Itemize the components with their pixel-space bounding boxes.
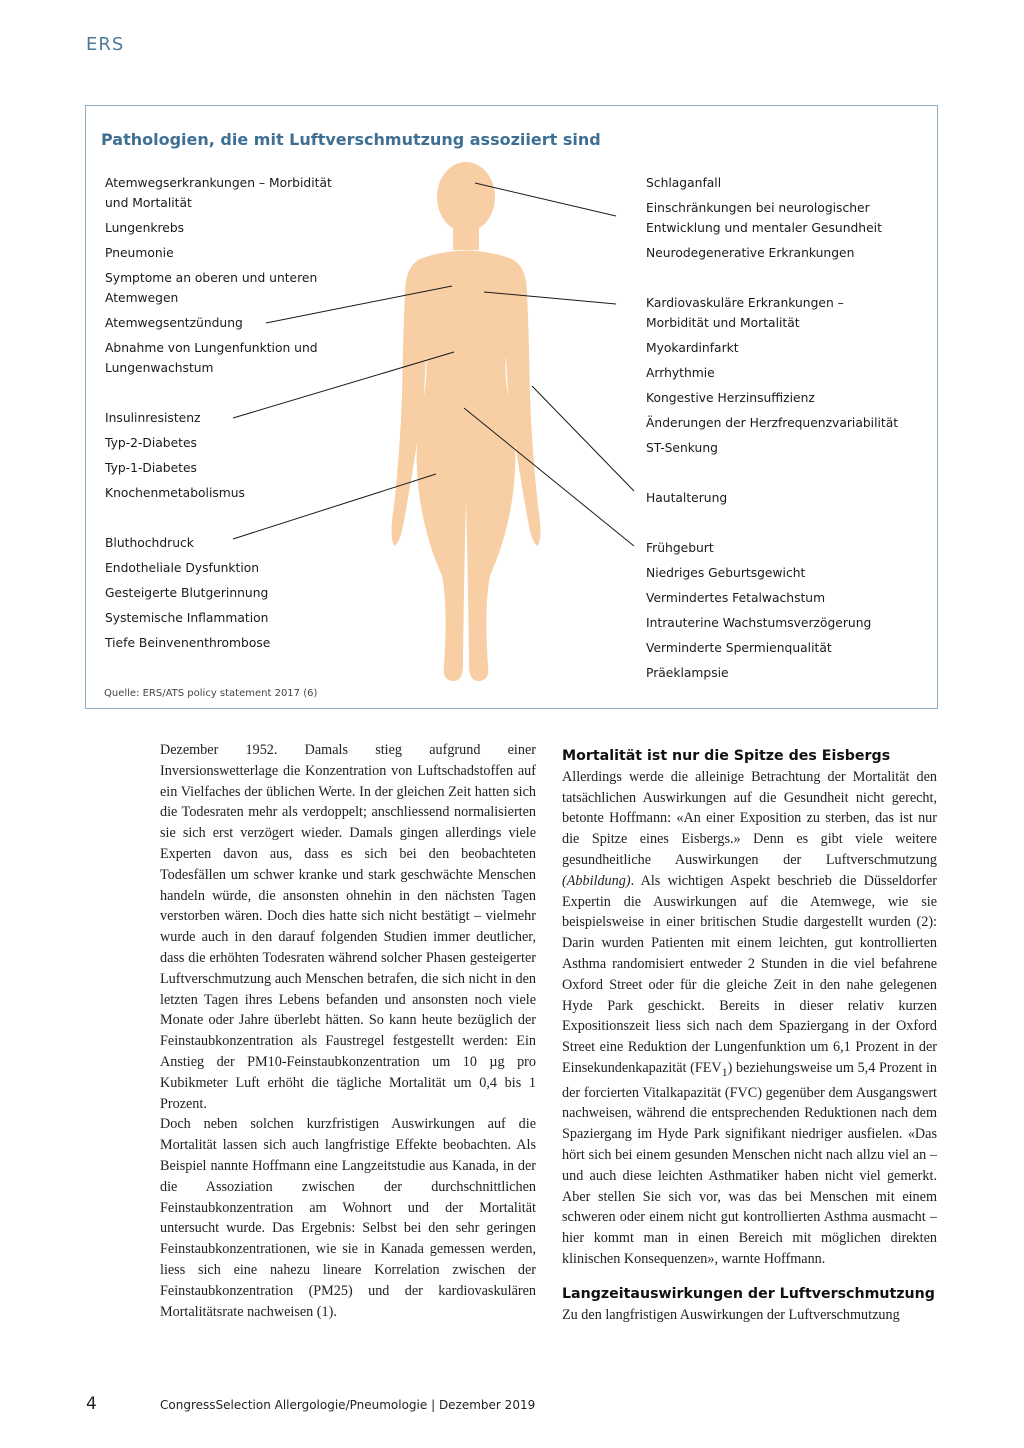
publication-footer: CongressSelection Allergologie/Pneumologie | Dezember 2019 [160, 1398, 536, 1412]
left-item: Typ-2-Diabetes [105, 436, 197, 450]
section-heading: Mortalität ist nur die Spitze des Eisbergs [562, 748, 891, 764]
right-item: Änderungen der Herzfrequenzvariabilität [646, 416, 899, 430]
figure-source: Quelle: ERS/ATS policy statement 2017 (6) [104, 688, 318, 699]
right-text-column [562, 746, 937, 1325]
figure-reference: (Abbildung) [562, 872, 631, 889]
left-item: Systemische Inflammation [105, 611, 269, 625]
left-item: Pneumonie [105, 246, 174, 260]
left-item: Lungenwachstum [105, 361, 214, 375]
paragraph: Dezember 1952. Damals stieg aufgrund einer Inversionswetterlage die Konzentration von Luftschadstoffen auf ein Vielfaches der üblichen Werte. In der gleichen Zeit hatten sich die Todesraten mehr als verdoppelt; anschliessend normalisierten sie sich erst verzögert wieder. Damals gingen allerdings viele Experten davon aus, dass es sich bei den beobachteten Todesfällen um schwer kranke und stark geschwächte Menschen handeln würde, die ansonsten ohnehin in den nächsten Tagen verstorben wären. Doch dies hatte sich nicht bestätigt – vielmehr wurde auch in den darauf folgenden Studien immer deutlicher, dass die erhöhten Todesraten während solcher Phasen gesteigerter Luftverschmutzung auch Menschen betrafen, die sich nicht in den letzten Tagen ihres Lebens befanden und ansonsten noch viele Monate oder Jahre überlebt hätten. So kann heute bezüglich der Feinstaubkonzentration als Faustregel festgestellt werden: Ein Anstieg der PM10-Feinstaubkonzentration um 10 µg pro Kubikmeter Luft erhöht die tägliche Mortalität um 0,4 bis 1 Prozent. [160, 742, 536, 1112]
left-item: Bluthochdruck [105, 536, 194, 550]
left-item: Insulinresistenz [105, 411, 201, 425]
right-item: Niedriges Geburtsgewicht [646, 566, 806, 580]
left-text-column [160, 740, 536, 1322]
left-item: Symptome an oberen und unteren [105, 271, 318, 285]
left-item: und Mortalität [105, 196, 192, 210]
left-item: Lungenkrebs [105, 221, 185, 235]
paragraph: Doch neben solchen kurzfristigen Auswirkungen auf die Mortalität lassen sich auch langfristige Effekte beobachten. Als Beispiel nannte Hoffmann eine Langzeitstudie aus Kanada, in der die Assoziation zwischen der durchschnittlichen Feinstaubkonzentration am Wohnort und der Mortalität untersucht wurde. Das Ergebnis: Selbst bei den sehr geringen Feinstaubkonzentrationen, wie sie in Kanada gemessen werden, liess sich eine nahezu lineare Korrelation zwischen der Feinstaubkonzentration (PM25) und der kardiovaskulären Mortalitätsrate nachweisen (1). [160, 1116, 536, 1320]
right-item: Intrauterine Wachstumsverzögerung [646, 616, 872, 630]
paragraph: Zu den langfristigen Auswirkungen der Luftverschmutzung [562, 1306, 900, 1323]
figure-title: Pathologien, die mit Luftverschmutzung assoziiert sind [101, 130, 601, 149]
section-heading: Langzeitauswirkungen der Luftverschmutzung [562, 1285, 935, 1302]
left-item: Gesteigerte Blutgerinnung [105, 586, 269, 600]
right-item: Frühgeburt [646, 541, 714, 555]
pathology-figure [85, 105, 938, 709]
right-item: Neurodegenerative Erkrankungen [646, 246, 855, 260]
right-item: Entwicklung und mentaler Gesundheit [646, 221, 882, 235]
right-item: Arrhythmie [646, 366, 715, 380]
left-item: Knochenmetabolismus [105, 486, 245, 500]
body-silhouette [392, 162, 541, 681]
right-item: Schlaganfall [646, 176, 722, 190]
right-item: ST-Senkung [646, 441, 718, 455]
left-item: Typ-1-Diabetes [105, 461, 197, 475]
subscript: 1 [721, 1064, 728, 1079]
left-item: Atemwegserkrankungen – Morbidität [105, 176, 332, 190]
right-item: Vermindertes Fetalwachstum [646, 591, 826, 605]
right-item: Myokardinfarkt [646, 341, 739, 355]
right-item: Kongestive Herzinsuffizienz [646, 391, 815, 405]
right-item: Morbidität und Mortalität [646, 316, 800, 330]
right-item: Hautalterung [646, 491, 728, 505]
paragraph-text: ) beziehungsweise um 5,4 Prozent in der forcierten Vitalkapazität (FVC) gegenüber dem Ausgangswert nachweisen, während die entsprechenden Reduktionen nach dem Spaziergang im Hyde Park signifikant niedriger ausfielen. «Das hört sich bei einem gesunden Menschen nicht nach allzu viel an – und auch diese leichten Asthmatiker haben nicht viel gemerkt. Aber stellen Sie sich vor, was das bei Menschen mit einem schweren oder einem nicht gut kontrollierten Asthma ausmacht – hier kommt man in einen Bereich mit möglichen direkten klinischen Konsequenzen», warnte Hoffmann. [562, 1059, 938, 1267]
right-item: Einschränkungen bei neurologischer [646, 201, 870, 215]
left-item: Atemwegsentzündung [105, 316, 243, 330]
right-item: Verminderte Spermienqualität [646, 641, 832, 655]
right-item: Präeklampsie [646, 666, 729, 680]
right-item: Kardiovaskuläre Erkrankungen – [646, 296, 844, 310]
paragraph-text: . Als wichtigen Aspekt beschrieb die Düsseldorfer Expertin die Auswirkungen auf die Atemwege, wie sie beispielsweise in einer britischen Studie dargestellt wurden (2): Darin wurden Patienten mit einem leichten, gut kontrollierten Asthma randomisiert entweder 2 Stunden in die viel befahrene Oxford Street oder für die gleiche Zeit in den nahe gelegenen Hyde Park geschickt. Bereits in dieser relativ kurzen Expositionszeit liess sich nach dem Spaziergang in der Oxford Street eine Reduktion der Lungenfunktion um 6,1 Prozent in der Einsekundenkapazität (FEV [562, 872, 937, 1076]
page-number: 4 [86, 1394, 97, 1414]
left-item: Atemwegen [105, 291, 179, 305]
paragraph [562, 767, 937, 1270]
paragraph-text: Allerdings werde die alleinige Betrachtung der Mortalität den tatsächlichen Auswirkungen auf die Gesundheit nicht gerecht, betonte Hoffmann: «An einer Exposition zu sterben, das ist nur die Spitze eines Eisbergs.» Denn es gibt viele weitere gesundheitliche Auswirkungen der Luftverschmutzung [562, 768, 937, 868]
section-tag: ERS [86, 34, 125, 55]
left-item: Endotheliale Dysfunktion [105, 561, 260, 575]
left-item: Abnahme von Lungenfunktion und [105, 341, 318, 355]
left-item: Tiefe Beinvenenthrombose [105, 636, 271, 650]
